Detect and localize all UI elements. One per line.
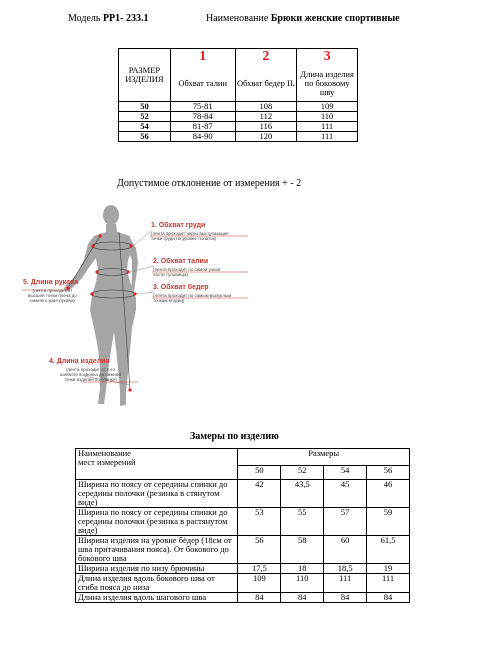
measure-name: Длина изделия вдоль бокового шва от сгиба пояса до низа xyxy=(76,574,238,593)
table-cell: 112 xyxy=(235,112,297,122)
sizes-header: Размеры xyxy=(238,449,410,466)
table-cell: 75-81 xyxy=(170,102,235,112)
measure-name: Ширина изделия на уровне бёдер (18см от шва притачивания пояса). От бокового до бокового шва xyxy=(76,536,238,564)
table-cell: 120 xyxy=(235,132,297,142)
size-header-56: 56 xyxy=(367,466,410,480)
col-label-1: Обхват талии xyxy=(170,65,235,102)
name-header: Наименование мест измерений xyxy=(76,449,238,480)
table-row xyxy=(119,122,358,132)
size-table-row-header: РАЗМЕР ИЗДЕЛИЯ xyxy=(119,49,171,102)
table-cell: 61,5 xyxy=(367,536,410,564)
label-length-note: (лента проходит от 6-го шейного позвонка до нижней точки изделия по спинке) xyxy=(60,367,121,382)
table-cell: 45 xyxy=(324,480,367,508)
table-cell: 84 xyxy=(281,593,324,603)
name-value: Брюки женские спортивные xyxy=(270,13,400,24)
table-cell: 108 xyxy=(235,102,297,112)
name-line xyxy=(206,13,400,24)
table-cell: 46 xyxy=(367,480,410,508)
table-cell: 53 xyxy=(238,508,281,536)
table-row xyxy=(119,132,358,142)
measure-name: Ширина по поясу от середины спинки до середины полочки (резинка в стянутом виде) xyxy=(76,480,238,508)
table-cell: 110 xyxy=(297,112,358,122)
table-cell: 78-84 xyxy=(170,112,235,122)
table-cell: 110 xyxy=(281,574,324,593)
table-cell: 111 xyxy=(367,574,410,593)
table-row xyxy=(76,564,410,574)
table-cell: 42 xyxy=(238,480,281,508)
table-cell: 56 xyxy=(238,536,281,564)
model-line xyxy=(68,13,148,24)
table-row xyxy=(76,574,410,593)
table-cell: 57 xyxy=(324,508,367,536)
tolerance-note: Допустимое отклонение от измерения + - 2 xyxy=(117,178,302,189)
size-header-50: 50 xyxy=(238,466,281,480)
table-cell: 19 xyxy=(367,564,410,574)
table-row xyxy=(119,112,358,122)
col-num-1: 1 xyxy=(170,49,235,66)
table-cell: 55 xyxy=(281,508,324,536)
measurements-table xyxy=(75,448,410,603)
table-row xyxy=(76,480,410,508)
table-row xyxy=(76,536,410,564)
size-cell: 50 xyxy=(119,102,171,112)
table-cell: 116 xyxy=(235,122,297,132)
measurements-title: Замеры по изделию xyxy=(190,431,279,442)
col-num-2: 2 xyxy=(235,49,297,66)
label-waist-note: (лента проходит по самой узкой части туловища) xyxy=(153,267,220,277)
table-cell: 59 xyxy=(367,508,410,536)
table-cell: 43,5 xyxy=(281,480,324,508)
name-label: Наименование xyxy=(206,13,269,24)
table-cell: 111 xyxy=(297,122,358,132)
label-sleeve-title: 5. Длина рукава xyxy=(23,279,79,286)
label-length-title: 4. Длина изделия xyxy=(49,358,110,365)
label-chest-title: 1. Обхват груди xyxy=(151,222,206,229)
label-sleeve-note: (лента проходит от высшей точки плеча до нижнего края рукава) xyxy=(28,288,77,303)
model-value: РР1- 233.1 xyxy=(102,13,149,24)
table-cell: 84-90 xyxy=(170,132,235,142)
measure-name: Длина изделия вдоль шагового шва xyxy=(76,593,238,603)
table-cell: 84 xyxy=(324,593,367,603)
size-cell: 52 xyxy=(119,112,171,122)
col-label-3: Длина изделия по боковому шву xyxy=(297,65,358,102)
table-cell: 81-87 xyxy=(170,122,235,132)
table-cell: 84 xyxy=(238,593,281,603)
table-cell: 18 xyxy=(281,564,324,574)
label-hips-title: 3. Обхват бедер xyxy=(153,284,209,291)
label-waist-title: 2. Обхват талии xyxy=(153,258,209,265)
size-table xyxy=(118,48,358,142)
label-hips-note: (лента проходит по самым выпуклым точкам ягодиц) xyxy=(153,293,232,303)
col-num-3: 3 xyxy=(297,49,358,66)
measure-name: Ширина по поясу от середины спинки до середины полочки (резинка в растянутом виде) xyxy=(76,508,238,536)
table-cell: 84 xyxy=(367,593,410,603)
table-row xyxy=(76,508,410,536)
col-label-2: Обхват бедер II. xyxy=(235,65,297,102)
size-cell: 54 xyxy=(119,122,171,132)
table-cell: 58 xyxy=(281,536,324,564)
table-cell: 109 xyxy=(297,102,358,112)
table-cell: 18,5 xyxy=(324,564,367,574)
table-row xyxy=(119,102,358,112)
table-cell: 17,5 xyxy=(238,564,281,574)
table-cell: 109 xyxy=(238,574,281,593)
measure-name: Ширина изделия по низу брючины xyxy=(76,564,238,574)
label-chest-note: (лента проходит через выступающие точки груди на уровне лопаток) xyxy=(151,231,229,241)
model-label: Модель xyxy=(68,13,101,24)
table-cell: 111 xyxy=(324,574,367,593)
body-measurement-figure xyxy=(20,200,260,422)
size-header-52: 52 xyxy=(281,466,324,480)
table-row xyxy=(76,593,410,603)
table-cell: 111 xyxy=(297,132,358,142)
size-header-54: 54 xyxy=(324,466,367,480)
size-cell: 56 xyxy=(119,132,171,142)
table-cell: 60 xyxy=(324,536,367,564)
